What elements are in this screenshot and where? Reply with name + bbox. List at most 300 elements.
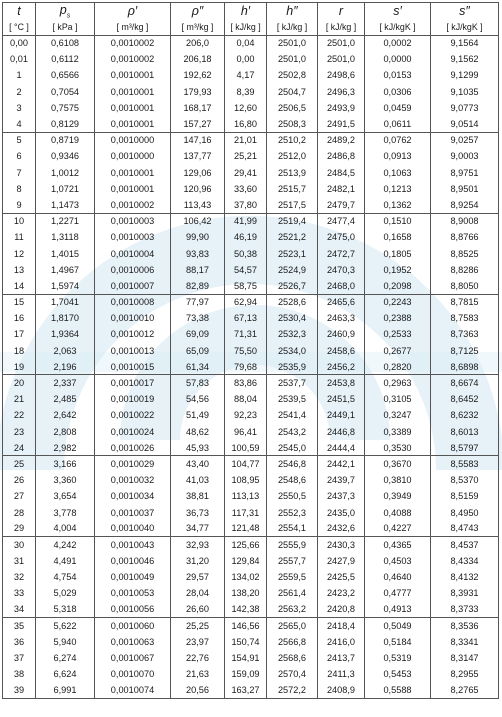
cell-ps: 2,642 — [36, 407, 95, 423]
cell-s1: 0,0153 — [365, 67, 431, 83]
cell-s2: 8,4950 — [431, 504, 499, 520]
cell-rho2: 93,83 — [171, 245, 225, 261]
cell-h2: 2523,1 — [267, 245, 318, 261]
cell-rho1: 0,0010002 — [95, 197, 171, 213]
cell-rho2: 192,62 — [171, 67, 225, 83]
cell-s1: 0,5588 — [365, 683, 431, 699]
unit-r: [ kJ/kg ] — [318, 20, 365, 36]
cell-rho2: 120,96 — [171, 181, 225, 197]
cell-t: 9 — [3, 197, 36, 213]
unit-h1: [ kJ/kg ] — [225, 20, 267, 36]
cell-ps: 3,778 — [36, 504, 95, 520]
cell-rho1: 0,0010007 — [95, 278, 171, 294]
cell-h2: 2539,5 — [267, 391, 318, 407]
cell-h1: 113,13 — [225, 488, 267, 504]
cell-ps: 2,982 — [36, 440, 95, 456]
cell-rho1: 0,0010022 — [95, 407, 171, 423]
cell-t: 11 — [3, 229, 36, 245]
cell-s2: 9,1299 — [431, 67, 499, 83]
cell-ps: 2,808 — [36, 424, 95, 440]
cell-h1: 108,95 — [225, 472, 267, 488]
cell-s2: 8,3536 — [431, 618, 499, 634]
cell-t: 15 — [3, 294, 36, 310]
cell-r: 2408,9 — [318, 683, 365, 699]
cell-rho1: 0,0010037 — [95, 504, 171, 520]
cell-h2: 2504,7 — [267, 84, 318, 100]
cell-s1: 0,2098 — [365, 278, 431, 294]
cell-s1: 0,3247 — [365, 407, 431, 423]
cell-rho1: 0,0010010 — [95, 310, 171, 326]
cell-t: 0,01 — [3, 51, 36, 67]
cell-t: 27 — [3, 488, 36, 504]
table-row — [3, 100, 499, 116]
cell-rho1: 0,0010017 — [95, 375, 171, 391]
cell-h2: 2521,2 — [267, 229, 318, 245]
cell-t: 38 — [3, 666, 36, 682]
cell-h1: 150,74 — [225, 634, 267, 650]
cell-s2: 8,8525 — [431, 245, 499, 261]
cell-h2: 2572,2 — [267, 683, 318, 699]
cell-t: 8 — [3, 181, 36, 197]
cell-s1: 0,4640 — [365, 569, 431, 585]
table-row — [3, 472, 499, 488]
cell-rho2: 73,38 — [171, 310, 225, 326]
cell-rho2: 168,17 — [171, 100, 225, 116]
cell-h1: 154,91 — [225, 650, 267, 666]
table-row — [3, 326, 499, 342]
table-row — [3, 683, 499, 699]
cell-ps: 0,8719 — [36, 132, 95, 148]
cell-ps: 6,991 — [36, 683, 95, 699]
table-row — [3, 440, 499, 456]
cell-ps: 1,3118 — [36, 229, 95, 245]
cell-h2: 2534,0 — [267, 343, 318, 359]
cell-h2: 2552,3 — [267, 504, 318, 520]
cell-ps: 0,6566 — [36, 67, 95, 83]
cell-s2: 8,5797 — [431, 440, 499, 456]
cell-ps: 5,622 — [36, 618, 95, 634]
cell-h1: 29,41 — [225, 165, 267, 181]
cell-rho1: 0,0010001 — [95, 116, 171, 132]
cell-rho1: 0,0010002 — [95, 35, 171, 51]
table-row — [3, 310, 499, 326]
cell-r: 2475,0 — [318, 229, 365, 245]
col-header-r: r — [318, 3, 365, 20]
cell-ps: 1,0721 — [36, 181, 95, 197]
cell-s1: 0,1805 — [365, 245, 431, 261]
cell-s2: 8,4334 — [431, 553, 499, 569]
cell-s1: 0,0611 — [365, 116, 431, 132]
cell-ps: 0,6112 — [36, 51, 95, 67]
cell-r: 2427,9 — [318, 553, 365, 569]
cell-t: 19 — [3, 359, 36, 375]
cell-ps: 1,0012 — [36, 165, 95, 181]
cell-h2: 2506,5 — [267, 100, 318, 116]
cell-h1: 88,04 — [225, 391, 267, 407]
cell-r: 2442,1 — [318, 456, 365, 472]
cell-h1: 54,57 — [225, 262, 267, 278]
col-header-ps: $p_s$ — [36, 3, 95, 20]
cell-s2: 8,2955 — [431, 666, 499, 682]
cell-r: 2501,0 — [318, 35, 365, 51]
cell-h2: 2554,1 — [267, 521, 318, 537]
cell-rho2: 206,18 — [171, 51, 225, 67]
cell-s2: 8,9751 — [431, 165, 499, 181]
cell-h2: 2557,7 — [267, 553, 318, 569]
cell-rho2: 31,20 — [171, 553, 225, 569]
table-row — [3, 294, 499, 310]
cell-h2: 2541,4 — [267, 407, 318, 423]
cell-t: 7 — [3, 165, 36, 181]
cell-s1: 0,0913 — [365, 148, 431, 164]
cell-r: 2482,1 — [318, 181, 365, 197]
cell-h2: 2563,2 — [267, 602, 318, 618]
cell-rho1: 0,0010003 — [95, 229, 171, 245]
cell-t: 29 — [3, 521, 36, 537]
table-body — [3, 35, 499, 699]
cell-rho1: 0,0010013 — [95, 343, 171, 359]
cell-s2: 8,7583 — [431, 310, 499, 326]
table-row — [3, 618, 499, 634]
cell-s1: 0,3105 — [365, 391, 431, 407]
unit-s2: [ kJ/kgK ] — [431, 20, 499, 36]
cell-r: 2418,4 — [318, 618, 365, 634]
cell-h1: 142,38 — [225, 602, 267, 618]
cell-t: 39 — [3, 683, 36, 699]
cell-rho2: 20,56 — [171, 683, 225, 699]
cell-h2: 2555,9 — [267, 537, 318, 553]
cell-r: 2458,6 — [318, 343, 365, 359]
cell-rho2: 28,04 — [171, 585, 225, 601]
cell-s1: 0,0002 — [365, 35, 431, 51]
table-row — [3, 229, 499, 245]
cell-s1: 0,5319 — [365, 650, 431, 666]
cell-s1: 0,2820 — [365, 359, 431, 375]
cell-rho1: 0,0010046 — [95, 553, 171, 569]
cell-h1: 83,86 — [225, 375, 267, 391]
col-header-rho1: ρ′ — [95, 3, 171, 20]
table-row — [3, 262, 499, 278]
cell-rho2: 48,62 — [171, 424, 225, 440]
cell-t: 34 — [3, 602, 36, 618]
cell-s1: 0,0306 — [365, 84, 431, 100]
cell-r: 2463,3 — [318, 310, 365, 326]
cell-r: 2416,0 — [318, 634, 365, 650]
cell-h2: 2535,9 — [267, 359, 318, 375]
cell-r: 2425,5 — [318, 569, 365, 585]
cell-ps: 5,940 — [36, 634, 95, 650]
cell-rho2: 41,03 — [171, 472, 225, 488]
cell-t: 12 — [3, 245, 36, 261]
table-row — [3, 504, 499, 520]
cell-rho1: 0,0010056 — [95, 602, 171, 618]
cell-s1: 0,2243 — [365, 294, 431, 310]
cell-s1: 0,1063 — [365, 165, 431, 181]
cell-r: 2451,5 — [318, 391, 365, 407]
cell-ps: 1,9364 — [36, 326, 95, 342]
cell-rho2: 82,89 — [171, 278, 225, 294]
table-row — [3, 424, 499, 440]
cell-r: 2432,6 — [318, 521, 365, 537]
table-row — [3, 51, 499, 67]
cell-h1: 146,56 — [225, 618, 267, 634]
table-row — [3, 278, 499, 294]
table-row — [3, 84, 499, 100]
cell-h2: 2508,3 — [267, 116, 318, 132]
cell-h2: 2545,0 — [267, 440, 318, 456]
cell-rho1: 0,0010001 — [95, 100, 171, 116]
col-header-s2: s″ — [431, 3, 499, 20]
cell-rho1: 0,0010001 — [95, 181, 171, 197]
cell-h2: 2543,2 — [267, 424, 318, 440]
cell-s2: 8,3733 — [431, 602, 499, 618]
unit-rho2: [ m³/kg ] — [171, 20, 225, 36]
cell-s1: 0,2533 — [365, 326, 431, 342]
cell-rho2: 29,57 — [171, 569, 225, 585]
table-row — [3, 553, 499, 569]
table-row — [3, 148, 499, 164]
cell-ps: 1,4015 — [36, 245, 95, 261]
cell-rho1: 0,0010006 — [95, 262, 171, 278]
cell-rho1: 0,0010060 — [95, 618, 171, 634]
cell-t: 1 — [3, 67, 36, 83]
cell-s2: 9,0003 — [431, 148, 499, 164]
cell-ps: 0,6108 — [36, 35, 95, 51]
cell-s2: 8,4743 — [431, 521, 499, 537]
cell-rho1: 0,0010070 — [95, 666, 171, 682]
cell-rho2: 88,17 — [171, 262, 225, 278]
cell-t: 18 — [3, 343, 36, 359]
cell-rho1: 0,0010019 — [95, 391, 171, 407]
cell-h1: 0,00 — [225, 51, 267, 67]
cell-s1: 0,0762 — [365, 132, 431, 148]
cell-rho2: 157,27 — [171, 116, 225, 132]
cell-ps: 3,654 — [36, 488, 95, 504]
cell-t: 22 — [3, 407, 36, 423]
cell-h1: 16,80 — [225, 116, 267, 132]
table-row — [3, 213, 499, 229]
cell-h2: 2566,8 — [267, 634, 318, 650]
cell-s1: 0,1510 — [365, 213, 431, 229]
cell-ps: 1,8170 — [36, 310, 95, 326]
unit-ps: [ kPa ] — [36, 20, 95, 36]
cell-h2: 2519,4 — [267, 213, 318, 229]
cell-h1: 75,50 — [225, 343, 267, 359]
cell-rho2: 54,56 — [171, 391, 225, 407]
cell-h2: 2570,4 — [267, 666, 318, 682]
cell-s1: 0,4503 — [365, 553, 431, 569]
cell-s1: 0,0459 — [365, 100, 431, 116]
cell-ps: 3,360 — [36, 472, 95, 488]
table-row — [3, 537, 499, 553]
cell-t: 20 — [3, 375, 36, 391]
cell-s1: 0,3389 — [365, 424, 431, 440]
cell-h1: 117,31 — [225, 504, 267, 520]
cell-s2: 8,8286 — [431, 262, 499, 278]
table-row — [3, 634, 499, 650]
cell-ps: 0,8129 — [36, 116, 95, 132]
cell-s1: 0,3949 — [365, 488, 431, 504]
cell-t: 17 — [3, 326, 36, 342]
cell-t: 6 — [3, 148, 36, 164]
cell-t: 13 — [3, 262, 36, 278]
cell-r: 2411,3 — [318, 666, 365, 682]
table-row — [3, 132, 499, 148]
cell-s1: 0,1213 — [365, 181, 431, 197]
cell-s2: 8,6452 — [431, 391, 499, 407]
cell-r: 2501,0 — [318, 51, 365, 67]
table-row — [3, 116, 499, 132]
cell-rho2: 57,83 — [171, 375, 225, 391]
cell-h1: 41,99 — [225, 213, 267, 229]
cell-r: 2430,3 — [318, 537, 365, 553]
cell-r: 2498,6 — [318, 67, 365, 83]
cell-r: 2489,2 — [318, 132, 365, 148]
cell-s1: 0,2677 — [365, 343, 431, 359]
cell-s1: 0,5453 — [365, 666, 431, 682]
cell-rho1: 0,0010004 — [95, 245, 171, 261]
table-row — [3, 359, 499, 375]
cell-h1: 138,20 — [225, 585, 267, 601]
cell-h2: 2550,5 — [267, 488, 318, 504]
cell-rho1: 0,0010034 — [95, 488, 171, 504]
cell-t: 16 — [3, 310, 36, 326]
cell-h1: 96,41 — [225, 424, 267, 440]
table-row — [3, 456, 499, 472]
cell-ps: 0,9346 — [36, 148, 95, 164]
cell-rho2: 26,60 — [171, 602, 225, 618]
cell-h1: 21,01 — [225, 132, 267, 148]
cell-ps: 3,166 — [36, 456, 95, 472]
cell-s2: 9,0773 — [431, 100, 499, 116]
cell-h2: 2561,4 — [267, 585, 318, 601]
cell-r: 2423,2 — [318, 585, 365, 601]
cell-ps: 1,1473 — [36, 197, 95, 213]
cell-h1: 129,84 — [225, 553, 267, 569]
cell-h2: 2559,5 — [267, 569, 318, 585]
cell-rho1: 0,0010063 — [95, 634, 171, 650]
cell-s2: 8,5583 — [431, 456, 499, 472]
cell-t: 5 — [3, 132, 36, 148]
cell-s1: 0,4365 — [365, 537, 431, 553]
cell-t: 2 — [3, 84, 36, 100]
cell-rho1: 0,0010002 — [95, 51, 171, 67]
table-row — [3, 197, 499, 213]
cell-h2: 2530,4 — [267, 310, 318, 326]
table-row — [3, 343, 499, 359]
unit-h2: [ kJ/kg ] — [267, 20, 318, 36]
cell-rho2: 179,93 — [171, 84, 225, 100]
cell-h1: 8,39 — [225, 84, 267, 100]
cell-h1: 62,94 — [225, 294, 267, 310]
table-row — [3, 521, 499, 537]
cell-t: 4 — [3, 116, 36, 132]
cell-r: 2465,6 — [318, 294, 365, 310]
cell-rho1: 0,0010012 — [95, 326, 171, 342]
cell-ps: 0,7054 — [36, 84, 95, 100]
cell-h1: 121,48 — [225, 521, 267, 537]
unit-t: [ °C ] — [3, 20, 36, 36]
cell-rho2: 129,06 — [171, 165, 225, 181]
cell-r: 2460,9 — [318, 326, 365, 342]
cell-h2: 2517,5 — [267, 197, 318, 213]
cell-t: 37 — [3, 650, 36, 666]
table-row — [3, 602, 499, 618]
cell-h1: 159,09 — [225, 666, 267, 682]
cell-ps: 1,4967 — [36, 262, 95, 278]
cell-t: 23 — [3, 424, 36, 440]
cell-rho1: 0,0010000 — [95, 148, 171, 164]
cell-rho2: 43,40 — [171, 456, 225, 472]
cell-h1: 100,59 — [225, 440, 267, 456]
cell-rho1: 0,0010029 — [95, 456, 171, 472]
cell-r: 2491,5 — [318, 116, 365, 132]
cell-t: 3 — [3, 100, 36, 116]
cell-r: 2472,7 — [318, 245, 365, 261]
cell-rho1: 0,0010000 — [95, 132, 171, 148]
cell-ps: 4,754 — [36, 569, 95, 585]
cell-ps: 1,5974 — [36, 278, 95, 294]
cell-t: 0,00 — [3, 35, 36, 51]
table-row — [3, 407, 499, 423]
table-row — [3, 650, 499, 666]
cell-t: 14 — [3, 278, 36, 294]
cell-s2: 8,7815 — [431, 294, 499, 310]
cell-s1: 0,2388 — [365, 310, 431, 326]
cell-ps: 5,029 — [36, 585, 95, 601]
cell-s2: 8,2765 — [431, 683, 499, 699]
cell-h2: 2546,8 — [267, 456, 318, 472]
table-row — [3, 391, 499, 407]
cell-h2: 2515,7 — [267, 181, 318, 197]
cell-t: 24 — [3, 440, 36, 456]
cell-h2: 2501,0 — [267, 35, 318, 51]
cell-rho1: 0,0010003 — [95, 213, 171, 229]
col-header-h2: h″ — [267, 3, 318, 20]
cell-rho2: 25,25 — [171, 618, 225, 634]
cell-rho2: 21,63 — [171, 666, 225, 682]
cell-s1: 0,3670 — [365, 456, 431, 472]
cell-rho2: 22,76 — [171, 650, 225, 666]
cell-rho1: 0,0010001 — [95, 165, 171, 181]
cell-r: 2439,7 — [318, 472, 365, 488]
cell-s2: 8,7125 — [431, 343, 499, 359]
cell-t: 31 — [3, 553, 36, 569]
col-header-t: t — [3, 3, 36, 20]
table-row — [3, 585, 499, 601]
cell-s2: 9,1564 — [431, 35, 499, 51]
cell-rho2: 206,0 — [171, 35, 225, 51]
cell-h1: 4,17 — [225, 67, 267, 83]
cell-r: 2496,3 — [318, 84, 365, 100]
cell-r: 2449,1 — [318, 407, 365, 423]
cell-s1: 0,4088 — [365, 504, 431, 520]
table-row — [3, 666, 499, 682]
cell-t: 35 — [3, 618, 36, 634]
cell-r: 2435,0 — [318, 504, 365, 520]
cell-t: 26 — [3, 472, 36, 488]
cell-ps: 4,491 — [36, 553, 95, 569]
cell-s2: 8,3341 — [431, 634, 499, 650]
cell-t: 30 — [3, 537, 36, 553]
cell-t: 10 — [3, 213, 36, 229]
table-row — [3, 375, 499, 391]
cell-r: 2468,0 — [318, 278, 365, 294]
cell-h1: 104,77 — [225, 456, 267, 472]
cell-rho2: 113,43 — [171, 197, 225, 213]
cell-r: 2479,7 — [318, 197, 365, 213]
cell-s2: 8,9008 — [431, 213, 499, 229]
